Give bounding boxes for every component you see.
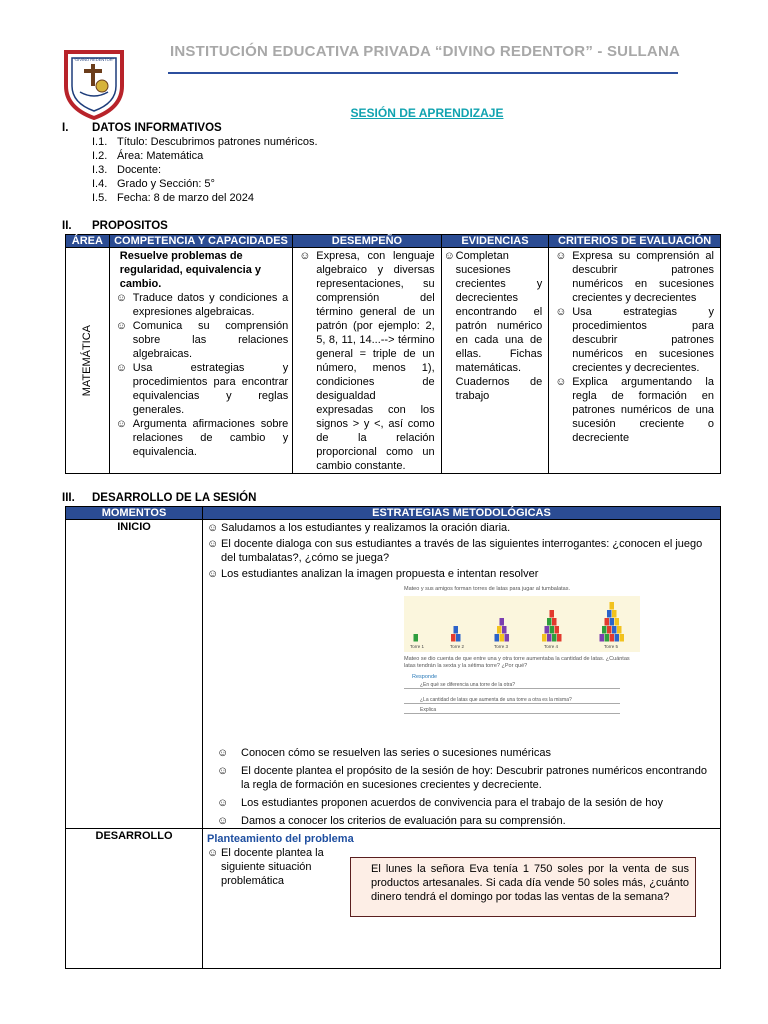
inicio-item bbox=[217, 814, 714, 828]
tower-label: Torre 1 bbox=[410, 644, 425, 649]
smiley-icon: ☺ bbox=[115, 418, 127, 430]
capacidad-item bbox=[116, 361, 288, 417]
col-header-area: ÁREA bbox=[66, 235, 110, 248]
section-title: DATOS INFORMATIVOS bbox=[92, 122, 222, 134]
inicio-text: Conocen cómo se resuelven las series o sucesiones numéricas bbox=[241, 747, 551, 759]
tower-label: Torre 3 bbox=[494, 644, 509, 649]
tower-label: Torre 4 bbox=[544, 644, 559, 649]
purposes-table bbox=[65, 234, 721, 474]
capacidad-text: Comunica su comprensión sobre las relaciones algebraicas. bbox=[132, 320, 289, 360]
smiley-icon: ☺ bbox=[115, 292, 127, 304]
info-item bbox=[92, 164, 492, 178]
inicio-text: El docente plantea el propósito de la sesión de hoy: Descubrir patrones numéricos encontrando la regla de formación en sucesiones crecientes y decreciente. bbox=[241, 765, 707, 791]
section-2-heading bbox=[62, 220, 362, 234]
smiley-icon: ☺ bbox=[207, 568, 219, 580]
smiley-icon: ☺ bbox=[217, 765, 229, 777]
inicio-text: Los estudiantes proponen acuerdos de convivencia para el trabajo de la sesión de hoy bbox=[241, 797, 663, 809]
capacidad-text: Usa estrategias y procedimientos para encontrar equivalencias y reglas generales. bbox=[132, 362, 289, 416]
info-item bbox=[92, 178, 492, 192]
inicio-text: Saludamos a los estudiantes y realizamos la oración diaria. bbox=[221, 522, 511, 534]
desempeno-cell bbox=[293, 248, 441, 474]
can bbox=[605, 634, 610, 642]
inicio-item bbox=[207, 537, 714, 565]
inicio-text: Damos a conocer los criterios de evaluación para su comprensión. bbox=[241, 815, 566, 827]
info-num: I.4. bbox=[92, 178, 108, 190]
smiley-icon: ☺ bbox=[217, 797, 229, 809]
can bbox=[617, 626, 622, 634]
evidencia-item bbox=[444, 249, 543, 403]
can bbox=[502, 626, 507, 634]
capacidad-item bbox=[116, 417, 288, 459]
moment-label: DESARROLLO bbox=[95, 830, 173, 842]
inicio-text: Los estudiantes analizan la imagen propuesta e intentan resolver bbox=[221, 568, 539, 580]
info-item bbox=[92, 136, 492, 150]
can bbox=[451, 634, 456, 642]
capacidad-text: Traduce datos y condiciones a expresiones algebraicas. bbox=[132, 292, 289, 318]
section-title: DESARROLLO DE LA SESIÓN bbox=[92, 492, 257, 504]
can bbox=[615, 634, 620, 642]
criterio-text: Explica argumentando la regla de formación en patrones numéricos de una sucesión creciente o decreciente bbox=[572, 376, 714, 444]
can bbox=[610, 634, 615, 642]
capacidad-item bbox=[116, 291, 288, 319]
can bbox=[602, 626, 607, 634]
tower-label: Torre 5 bbox=[604, 644, 619, 649]
info-text: Área: Matemática bbox=[117, 150, 204, 162]
desarrollo-label bbox=[66, 829, 203, 969]
can bbox=[605, 618, 610, 626]
tower-label: Torre 2 bbox=[450, 644, 465, 649]
desarrollo-text: El docente plantea la siguiente situación problemática bbox=[221, 847, 324, 887]
evidencias-text: Completan sucesiones crecientes y decrecientes encontrando el patrón numérico en cada una de ellas. Fichas matemáticas. Cuadernos de trabajo bbox=[455, 250, 543, 402]
image-intro: Mateo y sus amigos forman torres de latas para jugar al tumbalatas. bbox=[404, 586, 570, 592]
col-header-desempeno: DESEMPEÑO bbox=[293, 235, 441, 248]
competencia-title: Resuelve problemas de regularidad, equivalencia y cambio. bbox=[119, 250, 261, 290]
can bbox=[557, 634, 562, 642]
capacidad-text: Argumenta afirmaciones sobre relaciones de cambio y equivalencia. bbox=[132, 418, 289, 458]
info-num: I.1. bbox=[92, 136, 108, 148]
can bbox=[500, 618, 505, 626]
smiley-icon: ☺ bbox=[555, 306, 567, 318]
info-text: Título: Descubrimos patrones numéricos. bbox=[117, 136, 318, 148]
desempeno-item bbox=[299, 249, 434, 473]
can bbox=[545, 626, 550, 634]
can bbox=[612, 610, 617, 618]
col-header-criterios: CRITERIOS DE EVALUACIÓN bbox=[549, 235, 721, 248]
logo-text: “DIVINO REDENTOR” bbox=[74, 57, 114, 62]
criterio-item bbox=[555, 249, 714, 305]
inicio-text: El docente dialoga con sus estudiantes a través de las siguientes interrogantes: ¿conocen el juego del tumbalatas?, ¿cómo se juega? bbox=[221, 538, 703, 564]
image-explica: Explica bbox=[404, 707, 620, 714]
smiley-icon: ☺ bbox=[115, 320, 127, 332]
can bbox=[454, 626, 459, 634]
info-num: I.2. bbox=[92, 150, 108, 162]
can bbox=[542, 634, 547, 642]
section-3-heading bbox=[62, 492, 362, 506]
smiley-icon: ☺ bbox=[217, 815, 229, 827]
info-text: Fecha: 8 de marzo del 2024 bbox=[117, 192, 254, 204]
can bbox=[612, 626, 617, 634]
inicio-label bbox=[66, 520, 203, 829]
criterios-cell bbox=[549, 248, 721, 474]
can bbox=[610, 602, 615, 610]
smiley-icon: ☺ bbox=[207, 538, 219, 550]
inicio-item bbox=[207, 567, 714, 581]
can bbox=[414, 634, 419, 642]
can bbox=[610, 618, 615, 626]
can bbox=[497, 626, 502, 634]
info-text: Grado y Sección: 5° bbox=[117, 178, 215, 190]
can bbox=[547, 634, 552, 642]
can bbox=[607, 610, 612, 618]
section-number: I. bbox=[62, 122, 69, 134]
criterio-item bbox=[555, 375, 714, 445]
smiley-icon: ☺ bbox=[443, 250, 455, 262]
header-divider bbox=[168, 72, 678, 74]
can bbox=[550, 610, 555, 618]
institution-name: INSTITUCIÓN EDUCATIVA PRIVADA “DIVINO REDENTOR” - SULLANA bbox=[170, 43, 681, 60]
col-header-evidencias: EVIDENCIAS bbox=[441, 235, 549, 248]
criterio-text: Usa estrategias y procedimientos para descubrir patrones numéricos en sucesiones crecientes y decrecientes. bbox=[572, 306, 714, 374]
inicio-item bbox=[217, 746, 714, 760]
page-title: SESIÓN DE APRENDIZAJE bbox=[350, 106, 504, 120]
can bbox=[552, 634, 557, 642]
can bbox=[552, 618, 557, 626]
section-title: PROPOSITOS bbox=[92, 220, 168, 232]
can bbox=[620, 634, 625, 642]
inicio-item bbox=[217, 764, 714, 792]
smiley-icon: ☺ bbox=[207, 847, 219, 859]
criterio-item bbox=[555, 305, 714, 375]
smiley-icon: ☺ bbox=[217, 747, 229, 759]
area-cell bbox=[66, 248, 110, 474]
area-label: MATEMÁTICA bbox=[81, 324, 94, 397]
section-number: II. bbox=[62, 220, 72, 232]
section-number: III. bbox=[62, 492, 75, 504]
can bbox=[615, 618, 620, 626]
criterio-text: Expresa su comprensión al descubrir patrones numéricos en sucesiones crecientes y decrecientes bbox=[572, 250, 714, 304]
tumbalatas-image bbox=[404, 586, 640, 732]
info-text: Docente: bbox=[117, 164, 162, 176]
desarrollo-item bbox=[207, 846, 332, 888]
evidencias-cell bbox=[441, 248, 549, 474]
image-responde: Responde bbox=[412, 674, 438, 680]
image-q2: ¿La cantidad de latas que aumenta de una torre a otra es la misma? bbox=[404, 697, 620, 704]
smiley-icon: ☺ bbox=[115, 362, 127, 374]
smiley-icon: ☺ bbox=[555, 376, 567, 388]
smiley-icon: ☺ bbox=[555, 250, 567, 262]
problem-box: El lunes la señora Eva tenía 1 750 soles por la venta de sus productos artesanales. Si cada día vende 50 soles más, ¿cuánto dinero tendrá el domingo por todas las ventas de la semana? bbox=[350, 857, 696, 917]
can bbox=[500, 634, 505, 642]
info-item bbox=[92, 192, 492, 206]
moment-label: INICIO bbox=[117, 521, 151, 533]
image-question: Mateo se dio cuenta de que entre una y otra torre aumentaba la cantidad de latas. ¿Cuántas latas tendrán la sexta y la sétima torre? ¿Por qué? bbox=[404, 656, 630, 669]
inicio-item bbox=[217, 796, 714, 810]
smiley-icon: ☺ bbox=[207, 522, 219, 534]
can bbox=[555, 626, 560, 634]
can bbox=[547, 618, 552, 626]
desempeno-text: Expresa, con lenguaje algebraico y diversas representaciones, su comprensión del término general de un patrón (por ejemplo: 2, 5, 8, 11, 14...--> término general = triple de un número, menos 1), condiciones de desigualdad expresadas con los signos > y <, así como de la relación proporcional como un cambio constante. bbox=[316, 250, 435, 472]
col-header-competencia: COMPETENCIA Y CAPACIDADES bbox=[109, 235, 292, 248]
can bbox=[607, 626, 612, 634]
can bbox=[600, 634, 605, 642]
can bbox=[456, 634, 461, 642]
col-header-estrategias: ESTRATEGIAS METODOLÓGICAS bbox=[203, 507, 721, 520]
competencia-cell bbox=[109, 248, 292, 474]
inicio-item bbox=[207, 521, 714, 535]
capacidad-item bbox=[116, 319, 288, 361]
can bbox=[505, 634, 510, 642]
info-num: I.5. bbox=[92, 192, 108, 204]
towers-illustration bbox=[404, 596, 640, 652]
planteamiento-heading: Planteamiento del problema bbox=[207, 833, 354, 845]
can bbox=[550, 626, 555, 634]
section-1-heading bbox=[62, 122, 362, 136]
col-header-momentos: MOMENTOS bbox=[66, 507, 203, 520]
can bbox=[495, 634, 500, 642]
smiley-icon: ☺ bbox=[299, 250, 311, 262]
image-q1: ¿En qué se diferencia una torre de la otra? bbox=[404, 682, 620, 689]
info-item bbox=[92, 150, 492, 164]
info-num: I.3. bbox=[92, 164, 108, 176]
